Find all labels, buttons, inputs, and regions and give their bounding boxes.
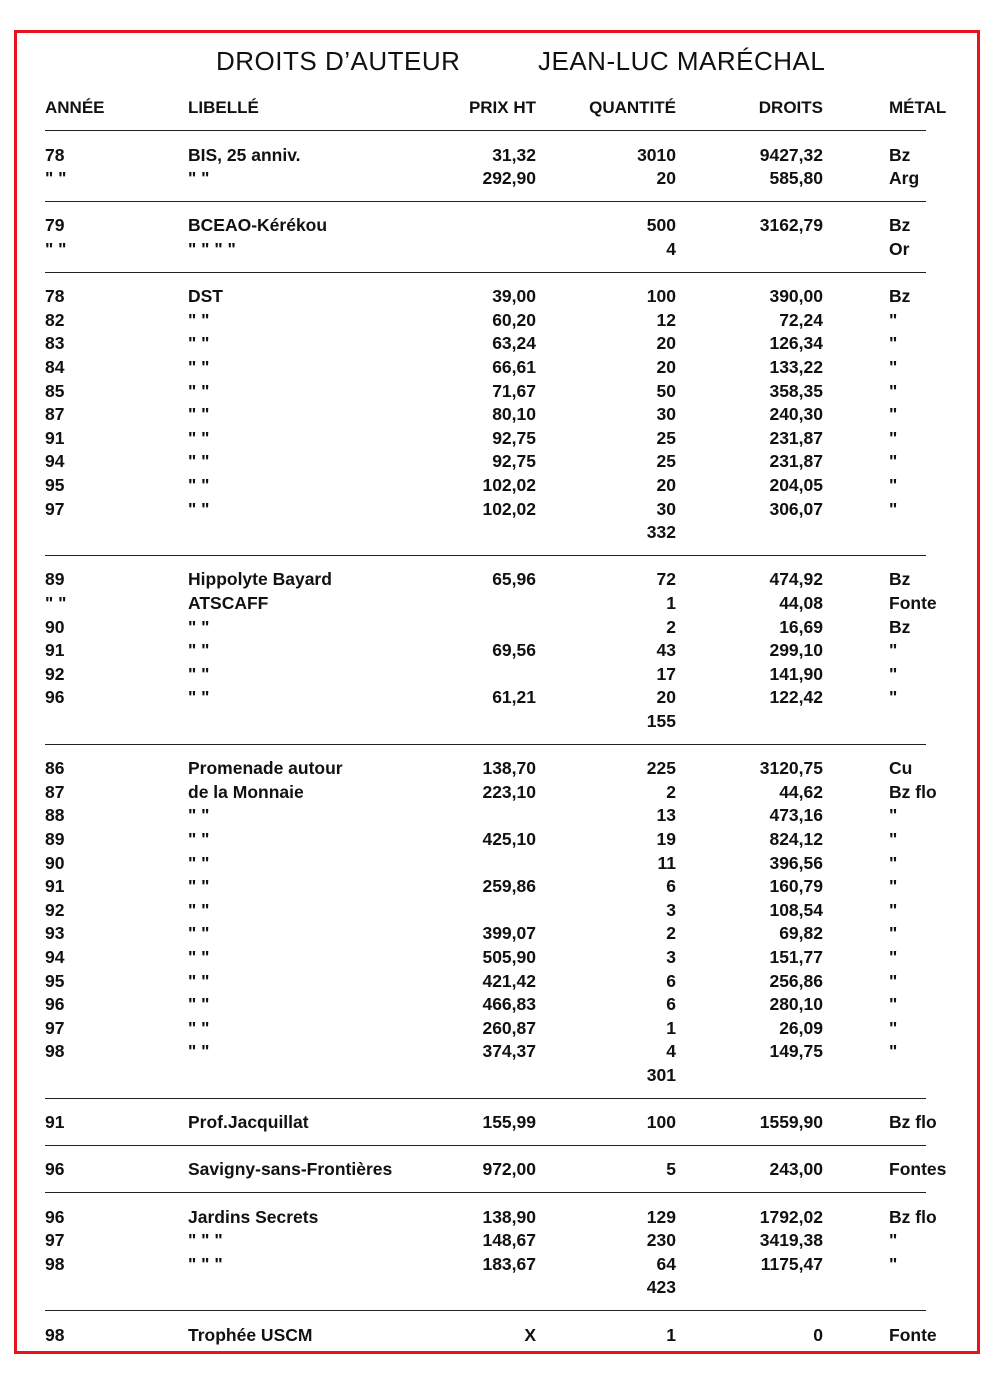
cell-libelle: " " " bbox=[188, 1253, 223, 1274]
cell-libelle: " " bbox=[188, 640, 210, 661]
table-row bbox=[0, 993, 1000, 1017]
cell-metal: Fontes bbox=[889, 1159, 947, 1180]
cell-quantite: 20 bbox=[656, 687, 676, 708]
cell-metal: " bbox=[889, 829, 898, 849]
cell-annee: 91 bbox=[45, 1112, 65, 1133]
cell-metal: " bbox=[889, 498, 898, 519]
cell-droits: 204,05 bbox=[769, 475, 823, 495]
cell-metal: " bbox=[889, 876, 898, 897]
cell-droits: 585,80 bbox=[769, 168, 823, 189]
table-row bbox=[0, 1206, 1000, 1230]
cell-metal: " bbox=[889, 687, 898, 708]
cell-prix-ht: 63,24 bbox=[492, 333, 536, 354]
cell-droits: 3120,75 bbox=[759, 758, 823, 779]
table-row bbox=[0, 1276, 1000, 1300]
cell-annee: " " bbox=[45, 239, 67, 259]
table-row bbox=[0, 238, 1000, 262]
cell-metal: Bz bbox=[889, 215, 911, 236]
cell-libelle: " " bbox=[188, 380, 210, 401]
cell-metal: " bbox=[889, 427, 898, 448]
cell-prix-ht: 138,70 bbox=[482, 758, 536, 779]
table-row bbox=[0, 450, 1000, 474]
table-row bbox=[0, 663, 1000, 687]
cell-libelle: Hippolyte Bayard bbox=[188, 569, 332, 590]
table-row bbox=[0, 1017, 1000, 1041]
separator-line bbox=[45, 1145, 926, 1146]
cell-libelle: Trophée USCM bbox=[188, 1324, 313, 1345]
cell-prix-ht: 65,96 bbox=[492, 569, 536, 590]
table-row bbox=[0, 285, 1000, 309]
cell-quantite: 6 bbox=[666, 994, 676, 1015]
cell-quantite: 3010 bbox=[637, 144, 676, 165]
cell-droits: 126,34 bbox=[769, 333, 823, 354]
cell-droits: 240,30 bbox=[769, 404, 823, 425]
cell-droits: 1559,90 bbox=[759, 1112, 823, 1133]
cell-annee: 92 bbox=[45, 899, 65, 920]
cell-annee: 96 bbox=[45, 687, 65, 708]
cell-prix-ht: 374,37 bbox=[482, 1041, 536, 1062]
cell-libelle: " " bbox=[188, 498, 210, 519]
cell-annee: 85 bbox=[45, 380, 65, 401]
cell-quantite: 1 bbox=[666, 593, 676, 613]
cell-quantite: 1 bbox=[666, 1017, 676, 1038]
cell-quantite: 12 bbox=[656, 309, 676, 330]
cell-droits: 44,62 bbox=[779, 781, 823, 802]
header-quantite: QUANTITÉ bbox=[589, 98, 676, 117]
separator-line bbox=[45, 555, 926, 556]
cell-annee: 96 bbox=[45, 994, 65, 1015]
cell-metal: Bz bbox=[889, 616, 911, 637]
cell-droits: 26,09 bbox=[779, 1017, 823, 1038]
cell-droits: 9427,32 bbox=[759, 144, 823, 165]
cell-prix-ht: 223,10 bbox=[482, 781, 536, 802]
cell-prix-ht: 505,90 bbox=[482, 947, 536, 967]
cell-libelle: " " bbox=[188, 970, 210, 991]
cell-annee: 90 bbox=[45, 852, 65, 873]
separator-line bbox=[45, 1098, 926, 1099]
separator-line bbox=[45, 1310, 926, 1311]
cell-annee: 95 bbox=[45, 475, 65, 495]
cell-annee: 91 bbox=[45, 640, 65, 661]
cell-quantite: 25 bbox=[656, 427, 676, 448]
table-row bbox=[0, 427, 1000, 451]
cell-libelle: Jardins Secrets bbox=[188, 1206, 319, 1227]
cell-prix-ht: 71,67 bbox=[492, 380, 536, 401]
cell-quantite: 332 bbox=[646, 522, 676, 543]
table-row bbox=[0, 592, 1000, 616]
cell-droits: 44,08 bbox=[779, 593, 823, 613]
cell-prix-ht: X bbox=[524, 1324, 536, 1345]
cell-libelle: " " bbox=[188, 475, 210, 495]
title-right: JEAN-LUC MARÉCHAL bbox=[538, 46, 826, 76]
cell-annee: " " bbox=[45, 593, 67, 613]
cell-libelle: de la Monnaie bbox=[188, 781, 304, 802]
cell-annee: 91 bbox=[45, 876, 65, 897]
cell-droits: 69,82 bbox=[779, 923, 823, 944]
cell-quantite: 100 bbox=[646, 1112, 676, 1133]
cell-droits: 474,92 bbox=[769, 569, 823, 590]
cell-droits: 358,35 bbox=[769, 380, 823, 401]
cell-annee: 98 bbox=[45, 1253, 65, 1274]
cell-metal: Or bbox=[889, 239, 910, 259]
cell-quantite: 423 bbox=[646, 1277, 676, 1298]
cell-quantite: 6 bbox=[666, 876, 676, 897]
cell-metal: " bbox=[889, 970, 898, 991]
cell-metal: " bbox=[889, 899, 898, 920]
cell-libelle: Prof.Jacquillat bbox=[188, 1112, 309, 1133]
cell-droits: 151,77 bbox=[769, 947, 823, 967]
cell-quantite: 2 bbox=[666, 616, 676, 637]
cell-libelle: " " bbox=[188, 357, 210, 377]
cell-prix-ht: 69,56 bbox=[492, 640, 536, 661]
table-row bbox=[0, 309, 1000, 333]
cell-libelle: " " bbox=[188, 404, 210, 425]
cell-prix-ht: 66,61 bbox=[492, 357, 536, 377]
cell-quantite: 20 bbox=[656, 333, 676, 354]
cell-metal: " bbox=[889, 333, 898, 354]
cell-libelle: " " bbox=[188, 616, 210, 637]
table-row bbox=[0, 214, 1000, 238]
cell-quantite: 1 bbox=[666, 1324, 676, 1345]
cell-droits: 243,00 bbox=[769, 1159, 823, 1180]
table-row bbox=[0, 1324, 1000, 1348]
cell-metal: " bbox=[889, 380, 898, 401]
cell-prix-ht: 39,00 bbox=[492, 286, 536, 307]
cell-quantite: 3 bbox=[666, 947, 676, 967]
cell-annee: 78 bbox=[45, 286, 65, 307]
cell-annee: 96 bbox=[45, 1206, 65, 1227]
table-row bbox=[0, 521, 1000, 545]
cell-metal: " bbox=[889, 640, 898, 661]
header-metal: MÉTAL bbox=[889, 98, 947, 117]
table-row bbox=[0, 639, 1000, 663]
cell-quantite: 43 bbox=[656, 640, 676, 661]
cell-quantite: 4 bbox=[666, 239, 676, 259]
cell-annee: 97 bbox=[45, 498, 65, 519]
cell-droits: 3162,79 bbox=[759, 215, 823, 236]
cell-annee: 82 bbox=[45, 309, 65, 330]
table-row bbox=[0, 852, 1000, 876]
table-row bbox=[0, 1253, 1000, 1277]
cell-annee: " " bbox=[45, 168, 67, 189]
cell-libelle: " " bbox=[188, 1017, 210, 1038]
cell-annee: 86 bbox=[45, 758, 65, 779]
cell-droits: 122,42 bbox=[769, 687, 823, 708]
cell-droits: 824,12 bbox=[769, 829, 823, 849]
cell-prix-ht: 92,75 bbox=[492, 427, 536, 448]
table-row bbox=[0, 686, 1000, 710]
cell-metal: " bbox=[889, 852, 898, 873]
cell-libelle: " " " bbox=[188, 1230, 223, 1251]
table-row bbox=[0, 356, 1000, 380]
cell-annee: 87 bbox=[45, 404, 65, 425]
cell-metal: " bbox=[889, 947, 898, 967]
cell-prix-ht: 92,75 bbox=[492, 451, 536, 472]
cell-metal: " bbox=[889, 1041, 898, 1062]
cell-droits: 160,79 bbox=[769, 876, 823, 897]
cell-droits: 0 bbox=[813, 1324, 823, 1345]
cell-annee: 83 bbox=[45, 333, 65, 354]
header-droits: DROITS bbox=[758, 98, 823, 117]
cell-libelle: " " bbox=[188, 663, 210, 684]
separator-line bbox=[45, 1192, 926, 1193]
cell-annee: 91 bbox=[45, 427, 65, 448]
cell-prix-ht: 102,02 bbox=[482, 498, 536, 519]
table-row bbox=[0, 781, 1000, 805]
cell-droits: 299,10 bbox=[769, 640, 823, 661]
cell-libelle: " " bbox=[188, 994, 210, 1015]
cell-quantite: 30 bbox=[656, 404, 676, 425]
cell-prix-ht: 259,86 bbox=[482, 876, 536, 897]
cell-annee: 89 bbox=[45, 829, 65, 849]
table-row bbox=[0, 498, 1000, 522]
cell-quantite: 20 bbox=[656, 168, 676, 189]
cell-quantite: 230 bbox=[646, 1230, 676, 1251]
cell-droits: 149,75 bbox=[769, 1041, 823, 1062]
cell-annee: 93 bbox=[45, 923, 65, 944]
cell-prix-ht: 155,99 bbox=[482, 1112, 536, 1133]
cell-metal: Arg bbox=[889, 168, 920, 189]
cell-annee: 92 bbox=[45, 663, 65, 684]
table-row bbox=[0, 1158, 1000, 1182]
cell-quantite: 64 bbox=[656, 1253, 676, 1274]
cell-prix-ht: 148,67 bbox=[482, 1230, 536, 1251]
cell-metal: " bbox=[889, 357, 898, 377]
header-libelle: LIBELLÉ bbox=[188, 98, 259, 117]
cell-annee: 84 bbox=[45, 357, 65, 377]
cell-quantite: 19 bbox=[656, 829, 676, 849]
cell-droits: 1792,02 bbox=[759, 1206, 823, 1227]
cell-quantite: 155 bbox=[646, 711, 676, 731]
cell-libelle: DST bbox=[188, 286, 223, 307]
cell-libelle: " " bbox=[188, 829, 210, 849]
cell-quantite: 225 bbox=[646, 758, 676, 779]
cell-annee: 97 bbox=[45, 1230, 65, 1251]
cell-quantite: 17 bbox=[656, 663, 676, 684]
table-row bbox=[0, 875, 1000, 899]
table-row bbox=[0, 474, 1000, 498]
table-row bbox=[0, 828, 1000, 852]
cell-metal: " bbox=[889, 309, 898, 330]
cell-annee: 87 bbox=[45, 781, 65, 802]
cell-droits: 133,22 bbox=[769, 357, 823, 377]
cell-quantite: 72 bbox=[656, 569, 676, 590]
cell-prix-ht: 80,10 bbox=[492, 404, 536, 425]
cell-prix-ht: 260,87 bbox=[482, 1017, 536, 1038]
cell-quantite: 3 bbox=[666, 899, 676, 920]
table-row bbox=[0, 568, 1000, 592]
cell-droits: 16,69 bbox=[779, 616, 823, 637]
cell-annee: 88 bbox=[45, 805, 65, 826]
table-row bbox=[0, 946, 1000, 970]
cell-libelle: Promenade autour bbox=[188, 758, 343, 779]
cell-prix-ht: 399,07 bbox=[482, 923, 536, 944]
separator-line bbox=[45, 201, 926, 202]
cell-annee: 98 bbox=[45, 1041, 65, 1062]
header-annee: ANNÉE bbox=[45, 98, 105, 117]
table-row bbox=[0, 970, 1000, 994]
cell-prix-ht: 60,20 bbox=[492, 309, 536, 330]
cell-quantite: 11 bbox=[657, 852, 676, 873]
cell-droits: 108,54 bbox=[769, 899, 823, 920]
cell-annee: 94 bbox=[45, 947, 65, 967]
cell-prix-ht: 425,10 bbox=[482, 829, 536, 849]
table-row bbox=[0, 1064, 1000, 1088]
cell-libelle: " " bbox=[188, 333, 210, 354]
cell-prix-ht: 292,90 bbox=[482, 168, 536, 189]
cell-libelle: " " bbox=[188, 899, 210, 920]
cell-libelle: BCEAO-Kérékou bbox=[188, 215, 328, 236]
separator-line bbox=[45, 130, 926, 131]
cell-libelle: " " bbox=[188, 876, 210, 897]
cell-droits: 3419,38 bbox=[759, 1230, 823, 1251]
cell-quantite: 25 bbox=[656, 451, 676, 472]
table-row bbox=[0, 167, 1000, 191]
table-row bbox=[0, 380, 1000, 404]
cell-prix-ht: 138,90 bbox=[482, 1206, 536, 1227]
cell-metal: " bbox=[889, 805, 898, 826]
cell-quantite: 500 bbox=[646, 215, 676, 236]
cell-quantite: 100 bbox=[646, 286, 676, 307]
cell-droits: 256,86 bbox=[769, 970, 823, 991]
cell-droits: 72,24 bbox=[779, 309, 823, 330]
cell-libelle: " " bbox=[188, 923, 210, 944]
cell-libelle: " " " " bbox=[188, 239, 236, 259]
cell-droits: 390,00 bbox=[769, 286, 823, 307]
cell-quantite: 4 bbox=[666, 1041, 676, 1062]
table-row bbox=[0, 804, 1000, 828]
cell-libelle: " " bbox=[188, 1041, 210, 1062]
cell-droits: 396,56 bbox=[769, 852, 823, 873]
table-row bbox=[0, 1229, 1000, 1253]
cell-annee: 95 bbox=[45, 970, 65, 991]
cell-annee: 96 bbox=[45, 1159, 65, 1180]
title-left: DROITS D’AUTEUR bbox=[216, 46, 461, 76]
cell-metal: Cu bbox=[889, 758, 913, 779]
cell-libelle: " " bbox=[188, 451, 210, 472]
cell-prix-ht: 421,42 bbox=[482, 970, 536, 991]
cell-annee: 97 bbox=[45, 1017, 65, 1038]
cell-annee: 89 bbox=[45, 569, 65, 590]
cell-droits: 231,87 bbox=[769, 427, 823, 448]
table-row bbox=[0, 616, 1000, 640]
cell-quantite: 50 bbox=[656, 380, 676, 401]
table-row bbox=[0, 710, 1000, 734]
cell-quantite: 301 bbox=[646, 1065, 676, 1085]
cell-quantite: 6 bbox=[666, 970, 676, 991]
cell-droits: 306,07 bbox=[769, 498, 823, 519]
table-row bbox=[0, 1111, 1000, 1135]
cell-metal: " bbox=[889, 475, 898, 495]
cell-libelle: ATSCAFF bbox=[188, 593, 269, 613]
cell-libelle: " " bbox=[188, 852, 210, 873]
cell-metal: " bbox=[889, 404, 898, 425]
cell-metal: Bz flo bbox=[889, 781, 937, 802]
cell-quantite: 20 bbox=[656, 357, 676, 377]
header-prix-ht: PRIX HT bbox=[468, 98, 536, 117]
cell-metal: Fonte bbox=[889, 1324, 937, 1345]
cell-metal: " bbox=[889, 451, 898, 472]
cell-libelle: BIS, 25 anniv. bbox=[188, 144, 301, 165]
cell-annee: 94 bbox=[45, 451, 65, 472]
cell-metal: Bz flo bbox=[889, 1206, 937, 1227]
cell-prix-ht: 61,21 bbox=[492, 687, 536, 708]
cell-prix-ht: 972,00 bbox=[482, 1159, 536, 1180]
cell-libelle: " " bbox=[188, 168, 210, 189]
cell-annee: 78 bbox=[45, 144, 65, 165]
cell-prix-ht: 183,67 bbox=[482, 1253, 536, 1274]
cell-metal: " bbox=[889, 1230, 898, 1251]
cell-metal: Bz bbox=[889, 569, 911, 590]
cell-metal: Fonte bbox=[889, 593, 937, 613]
table-row bbox=[0, 899, 1000, 923]
cell-metal: " bbox=[889, 923, 898, 944]
cell-droits: 141,90 bbox=[769, 663, 823, 684]
cell-droits: 231,87 bbox=[769, 451, 823, 472]
cell-annee: 98 bbox=[45, 1324, 65, 1345]
cell-quantite: 2 bbox=[666, 781, 676, 802]
cell-prix-ht: 466,83 bbox=[482, 994, 536, 1015]
cell-droits: 280,10 bbox=[769, 994, 823, 1015]
table-row bbox=[0, 922, 1000, 946]
cell-quantite: 20 bbox=[656, 475, 676, 495]
cell-libelle: " " bbox=[188, 309, 210, 330]
cell-prix-ht: 102,02 bbox=[482, 475, 536, 495]
cell-metal: Bz bbox=[889, 286, 911, 307]
cell-annee: 90 bbox=[45, 616, 65, 637]
cell-libelle: " " bbox=[188, 427, 210, 448]
separator-line bbox=[45, 744, 926, 745]
table-row bbox=[0, 1040, 1000, 1064]
cell-prix-ht: 31,32 bbox=[492, 144, 536, 165]
cell-metal: " bbox=[889, 1017, 898, 1038]
cell-metal: Bz bbox=[889, 144, 911, 165]
cell-droits: 1175,47 bbox=[760, 1253, 823, 1274]
table-row bbox=[0, 144, 1000, 168]
cell-quantite: 2 bbox=[666, 923, 676, 944]
cell-libelle: " " bbox=[188, 687, 210, 708]
cell-droits: 473,16 bbox=[769, 805, 823, 826]
cell-libelle: Savigny-sans-Frontières bbox=[188, 1159, 393, 1180]
table-row bbox=[0, 403, 1000, 427]
cell-metal: " bbox=[889, 1253, 898, 1274]
table-row bbox=[0, 332, 1000, 356]
cell-quantite: 30 bbox=[656, 498, 676, 519]
cell-metal: " bbox=[889, 663, 898, 684]
cell-quantite: 13 bbox=[656, 805, 676, 826]
cell-quantite: 5 bbox=[666, 1159, 676, 1180]
cell-metal: Bz flo bbox=[889, 1112, 937, 1133]
table-row bbox=[0, 757, 1000, 781]
cell-libelle: " " bbox=[188, 947, 210, 967]
cell-libelle: " " bbox=[188, 805, 210, 826]
cell-annee: 79 bbox=[45, 215, 65, 236]
cell-metal: " bbox=[889, 994, 898, 1015]
separator-line bbox=[45, 272, 926, 273]
cell-quantite: 129 bbox=[646, 1206, 676, 1227]
